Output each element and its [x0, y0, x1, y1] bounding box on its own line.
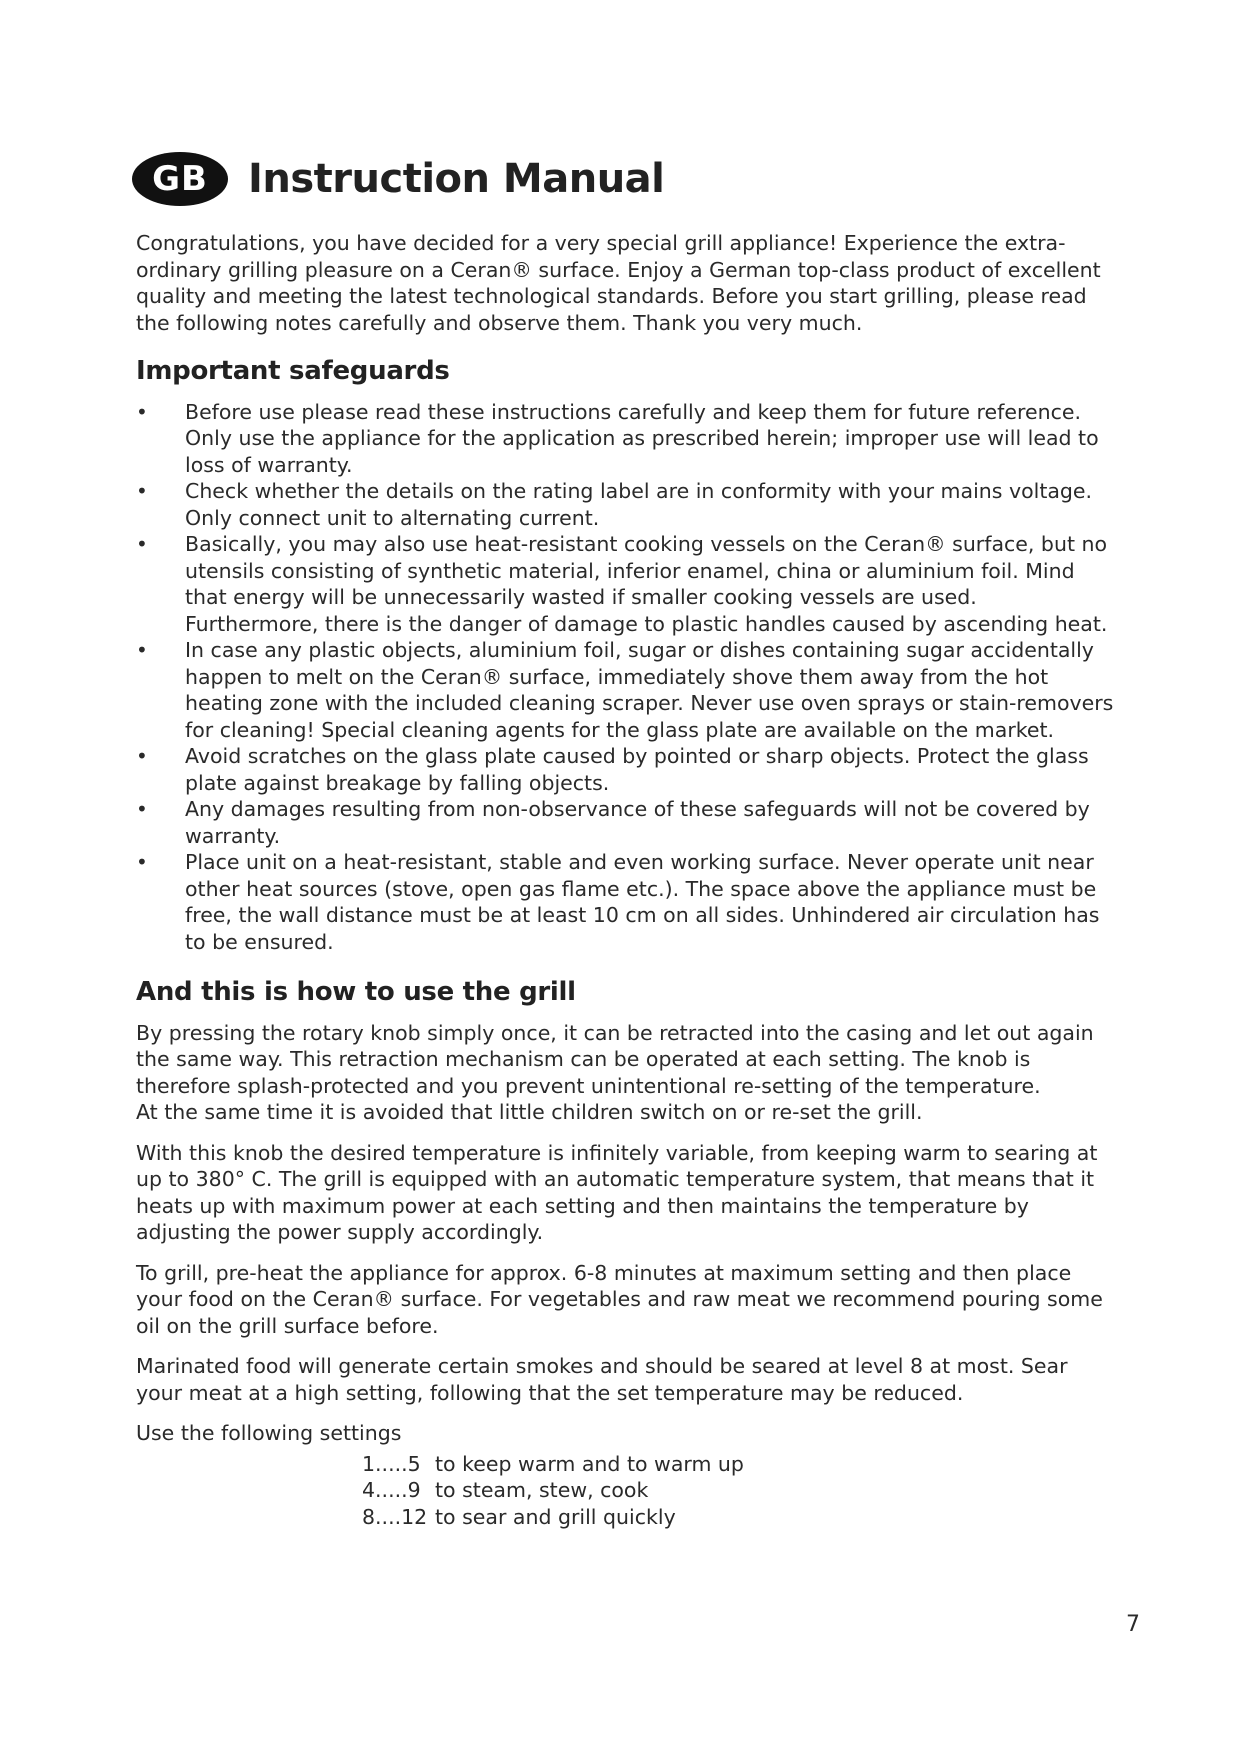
settings-description: to steam, stew, cook [435, 1478, 649, 1502]
list-item [136, 531, 1116, 637]
usage-paragraph: Use the following settings [136, 1421, 402, 1445]
bullet-icon: • [136, 638, 148, 662]
bullet-icon: • [136, 532, 148, 556]
page-title: Instruction Manual [248, 156, 665, 202]
list-item [136, 796, 1116, 849]
list-item-text: Any damages resulting from non-observance of these safeguards will not be covered by warranty. [185, 797, 1090, 848]
list-item-text: Avoid scratches on the glass plate caused by pointed or sharp objects. Protect the glass plate against breakage by falling objects. [185, 744, 1089, 795]
settings-row [362, 1504, 1116, 1531]
settings-range: 4.....9 [362, 1478, 421, 1502]
bullet-icon: • [136, 797, 148, 821]
usage-paragraph: At the same time it is avoided that little children switch on or re-set the grill. [136, 1100, 923, 1124]
usage-paragraph: Marinated food will generate certain smokes and should be seared at level 8 at most. Sear your meat at a high setting, following that the set temperature may be reduced. [136, 1354, 1068, 1405]
list-item-text: Check whether the details on the rating label are in conformity with your mains voltage. Only connect unit to alternating current. [185, 479, 1093, 530]
settings-row [362, 1451, 1116, 1478]
list-item-text: In case any plastic objects, aluminium foil, sugar or dishes containing sugar accidentally happen to melt on the Ceran® surface, immediately shove them away from the hot heating zone with the included cleaning scraper. Never use oven sprays or stain-removers for cleaning! Special cleaning agents for the glass plate are available on the market. [185, 638, 1114, 742]
list-item [136, 637, 1116, 743]
list-item-text: Basically, you may also use heat-resistant cooking vessels on the Ceran® surface, but no utensils consisting of synthetic material, inferior enamel, china or aluminium foil. Mind that energy will be unnecessarily wasted if smaller cooking vessels are used. Furthermore, there is the danger of damage to plastic handles caused by ascending heat. [185, 532, 1108, 636]
usage-paragraph: By pressing the rotary knob simply once, it can be retracted into the casing and let out again the same way. This retraction mechanism can be operated at each setting. The knob is therefore splash-protected and you prevent unintentional re-setting of the temperature. [136, 1020, 1094, 1098]
bullet-icon: • [136, 744, 148, 768]
main-content [136, 230, 1116, 1530]
bullet-icon: • [136, 399, 148, 424]
usage-paragraph: To grill, pre-heat the appliance for approx. 6-8 minutes at maximum setting and then place your food on the Ceran® surface. For vegetables and raw meat we recommend pouring some oil on the grill surface before. [136, 1260, 1103, 1338]
list-item [136, 849, 1116, 955]
settings-row [362, 1477, 1116, 1504]
intro-paragraph: Congratulations, you have decided for a very special grill appliance! Experience the extra-ordinary grilling pleasure on a Ceran® surface. Enjoy a German top-class product of excellent quality and meeting the latest technological standards. Before you start grilling, please read the following notes carefully and observe them. Thank you very much. [136, 231, 1101, 335]
usage-paragraph: With this knob the desired temperature is infinitely variable, from keeping warm to searing at up to 380° C. The grill is equipped with an automatic temperature system, that means that it heats up with maximum power at each setting and then maintains the temperature by adjusting the power supply accordingly. [136, 1140, 1098, 1244]
bullet-icon: • [136, 479, 148, 503]
settings-range: 1.....5 [362, 1451, 421, 1476]
list-item-text: Before use please read these instructions carefully and keep them for future reference. Only use the appliance for the application as prescribed herein; improper use will lead to loss of warranty. [185, 399, 1099, 477]
bullet-icon: • [136, 850, 148, 874]
settings-description: to keep warm and to warm up [435, 1451, 744, 1476]
settings-table [362, 1451, 1116, 1531]
list-item [136, 478, 1116, 531]
page-number: 7 [1126, 1612, 1140, 1637]
list-item [136, 399, 1116, 479]
settings-range: 8....12 [362, 1504, 428, 1529]
safeguards-list [136, 399, 1116, 956]
country-badge: GB [132, 152, 228, 206]
list-item-text: Place unit on a heat-resistant, stable and even working surface. Never operate unit near other heat sources (stove, open gas flame etc.). The space above the appliance must be free, the wall distance must be at least 10 cm on all sides. Unhindered air circulation has to be ensured. [185, 850, 1100, 954]
page-header [132, 152, 664, 206]
settings-description: to sear and grill quickly [435, 1504, 676, 1529]
list-item [136, 743, 1116, 796]
safeguards-heading: Important safeguards [136, 356, 450, 386]
usage-heading: And this is how to use the grill [136, 977, 576, 1007]
